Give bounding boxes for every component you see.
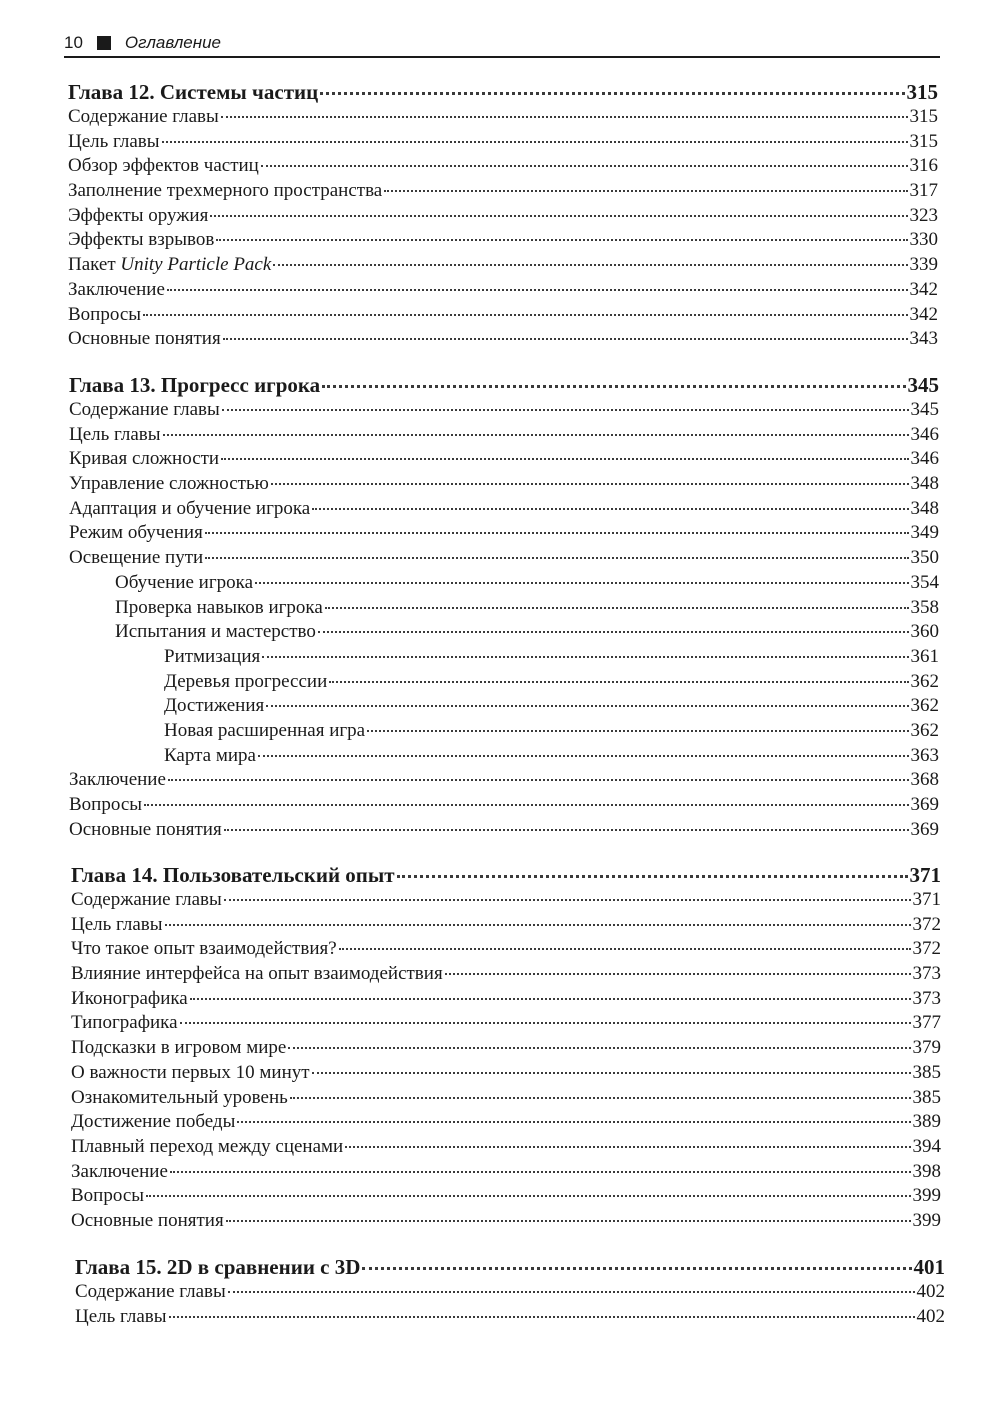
toc-entry[interactable]: Подсказки в игровом мире 379 [71,1037,941,1059]
header-square-icon [97,36,111,50]
toc-entry[interactable]: Иконографика 373 [71,987,941,1009]
toc-subsubentry[interactable]: Новая расширенная игра 362 [164,719,939,741]
toc-entry[interactable]: Содержание главы 402 [75,1281,945,1302]
toc-subsubentry[interactable]: Карта мира 363 [164,744,939,766]
toc-entry[interactable]: Цель главы 346 [69,423,939,445]
toc-entry[interactable]: Содержание главы 345 [69,399,939,420]
chapter-15 [75,1254,945,1329]
toc-entry[interactable]: Ознакомительный уровень 385 [71,1086,941,1108]
toc-entry[interactable]: Основные понятия 343 [68,328,938,350]
toc-entry[interactable]: Эффекты взрывов 330 [68,229,938,251]
toc-entry[interactable]: Вопросы 342 [68,303,938,325]
toc-entry[interactable]: Пакет Unity Particle Pack 339 [68,254,938,276]
toc-entry[interactable]: Что такое опыт взаимодействия? 372 [71,938,941,960]
toc-entry[interactable]: Заключение 398 [71,1160,941,1182]
toc-entry[interactable]: Цель главы 402 [75,1305,945,1327]
toc-entry[interactable]: Содержание главы 315 [68,106,938,127]
toc-entry[interactable]: Влияние интерфейса на опыт взаимодействия 373 [71,963,941,985]
toc-entry[interactable]: Цель главы 315 [68,130,938,152]
toc-subentry[interactable]: Обучение игрока 354 [115,571,939,593]
toc-subentry[interactable]: Проверка навыков игрока 358 [115,596,939,618]
chapter-heading[interactable]: Глава 13. Прогресс игрока 345 [69,373,939,397]
toc-entry[interactable]: Эффекты оружия 323 [68,204,938,226]
toc-subentry[interactable]: Испытания и мастерство 360 [115,621,939,643]
toc-entry[interactable]: Заключение 368 [69,769,939,791]
toc-entry[interactable]: Достижение победы 389 [71,1111,941,1133]
toc-entry[interactable]: Управление сложностью 348 [69,473,939,495]
toc-entry[interactable]: Вопросы 369 [69,794,939,815]
toc-entry[interactable]: Плавный переход между сценами 394 [71,1135,941,1157]
toc-entry[interactable]: Освещение пути 350 [69,547,939,569]
toc-entry[interactable]: Вопросы 399 [71,1185,941,1207]
chapter-heading[interactable]: Глава 14. Пользовательский опыт 371 [71,863,941,887]
toc-entry[interactable]: Режим обучения 349 [69,522,939,544]
toc-entry[interactable]: Цель главы 372 [71,913,941,935]
toc-entry[interactable]: Заключение 342 [68,278,938,300]
header-page-number: 10 [64,33,83,52]
toc-entry[interactable]: Обзор эффектов частиц 316 [68,155,938,177]
chapter-14 [71,862,941,1234]
chapter-heading[interactable]: Глава 12. Системы частиц 315 [68,80,938,104]
toc-entry[interactable]: О важности первых 10 минут 385 [71,1061,941,1083]
toc-entry[interactable]: Кривая сложности 346 [69,448,939,470]
running-header [64,30,940,58]
toc-entry[interactable]: Заполнение трехмерного пространства 317 [68,180,938,202]
toc-entry[interactable]: Адаптация и обучение игрока 348 [69,497,939,519]
toc-entry[interactable]: Типографика 377 [71,1012,941,1034]
chapter-heading[interactable]: Глава 15. 2D в сравнении с 3D 401 [75,1255,945,1279]
toc-subsubentry[interactable]: Деревья прогрессии 362 [164,670,939,692]
chapter-13 [69,372,939,842]
chapter-12 [68,79,938,352]
toc-entry[interactable]: Основные понятия 399 [71,1209,941,1231]
toc-subsubentry[interactable]: Ритмизация 361 [164,645,939,667]
header-title: Оглавление [124,33,221,52]
toc-subsubentry[interactable]: Достижения 362 [164,695,939,717]
toc-entry[interactable]: Основные понятия 369 [69,818,939,840]
toc-entry[interactable]: Содержание главы 371 [71,889,941,910]
